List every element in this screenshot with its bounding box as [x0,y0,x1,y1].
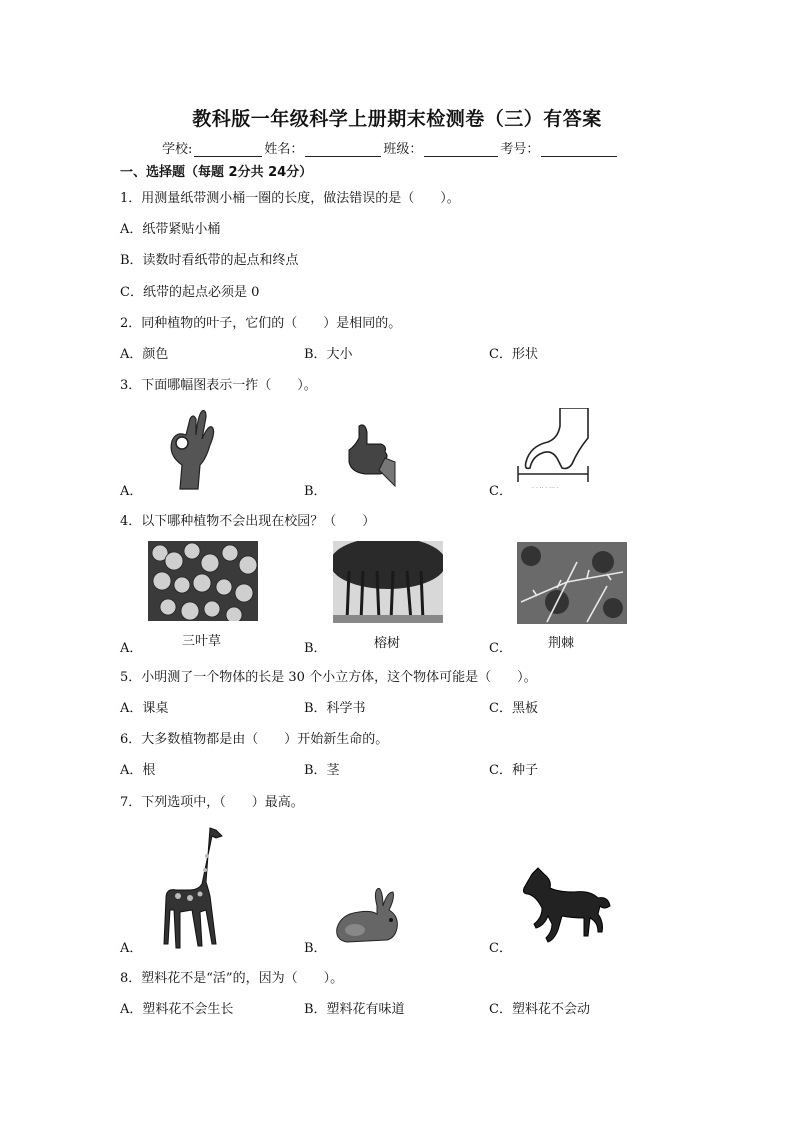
exam-no-label: 考号： [500,142,540,157]
horse-image [518,866,612,950]
q4-caption-b: 榕树 [374,636,401,651]
question-6-stem: 6．大多数植物都是由（ ）开始新生命的。 [120,732,389,747]
q1-option-a: A．纸带紧贴小桶 [120,222,221,237]
q4-option-b: B． [304,641,327,656]
q7-option-a: A． [120,941,143,956]
q3-option-b: B． [304,484,327,499]
svg-text:· · ·· · ··· ·: · · ·· · ··· · [532,485,559,492]
q5-option-b: B．科学书 [304,701,366,716]
q7-option-c: C． [489,941,512,956]
q6-option-a: A．根 [120,763,156,778]
q6-option-b: B．茎 [304,763,340,778]
q4-caption-c: 荆棘 [548,636,575,651]
question-2-stem: 2．同种植物的叶子，它们的（ ）是相同的。 [120,316,402,331]
name-label: 姓名： [264,142,304,157]
question-1-stem: 1．用测量纸带测小桶一圈的长度，做法错误的是（ ）。 [120,191,460,206]
giraffe-image [158,826,228,950]
page-title: 教科版一年级科学上册期末检测卷（三）有答案 [192,108,602,130]
hand-span-measure-image [512,408,592,494]
question-8-stem: 8．塑料花不是“活”的，因为（ ）。 [120,971,344,986]
q2-option-c: C．形状 [489,347,538,362]
school-blank [194,142,262,157]
class-label: 班级： [383,142,423,157]
q8-option-a: A．塑料花不会生长 [120,1002,234,1017]
q5-option-a: A．课桌 [120,701,169,716]
question-3-stem: 3．下面哪幅图表示一拃（ ）。 [120,378,317,393]
thumbs-up-hand-image [345,422,397,488]
q8-option-c: C．塑料花不会动 [489,1002,590,1017]
q3-option-c: C． [489,484,512,499]
question-7-stem: 7．下列选项中，（ ）最高。 [120,795,304,810]
q5-option-c: C．黑板 [489,701,538,716]
rabbit-image [333,888,405,944]
name-blank [305,142,381,157]
school-label: 学校: [162,142,193,157]
q1-option-b: B．读数时看纸带的起点和终点 [120,253,299,268]
q7-option-b: B． [304,941,327,956]
clover-photo [148,541,258,621]
q3-option-a: A． [120,484,143,499]
q4-option-c: C． [489,641,512,656]
student-info-line [162,138,619,157]
q4-caption-a: 三叶草 [182,634,222,649]
q8-option-b: B．塑料花有味道 [304,1002,405,1017]
exam-no-blank [541,142,617,157]
class-blank [424,142,498,157]
q2-option-b: B．大小 [304,347,353,362]
q1-option-c: C．纸带的起点必须是 0 [120,285,260,300]
question-4-stem: 4．以下哪种植物不会出现在校园？（ ） [120,514,376,529]
q6-option-c: C．种子 [489,763,538,778]
question-5-stem: 5．小明测了一个物体的长是 30 个小立方体，这个物体可能是（ ）。 [120,670,537,685]
thorn-bush-photo [517,542,627,624]
section-heading: 一、选择题（每题 2分共 24分） [120,165,313,180]
banyan-tree-photo [333,541,443,623]
q4-option-a: A． [120,641,143,656]
ok-hand-gesture-image [160,405,220,491]
q2-option-a: A．颜色 [120,347,169,362]
